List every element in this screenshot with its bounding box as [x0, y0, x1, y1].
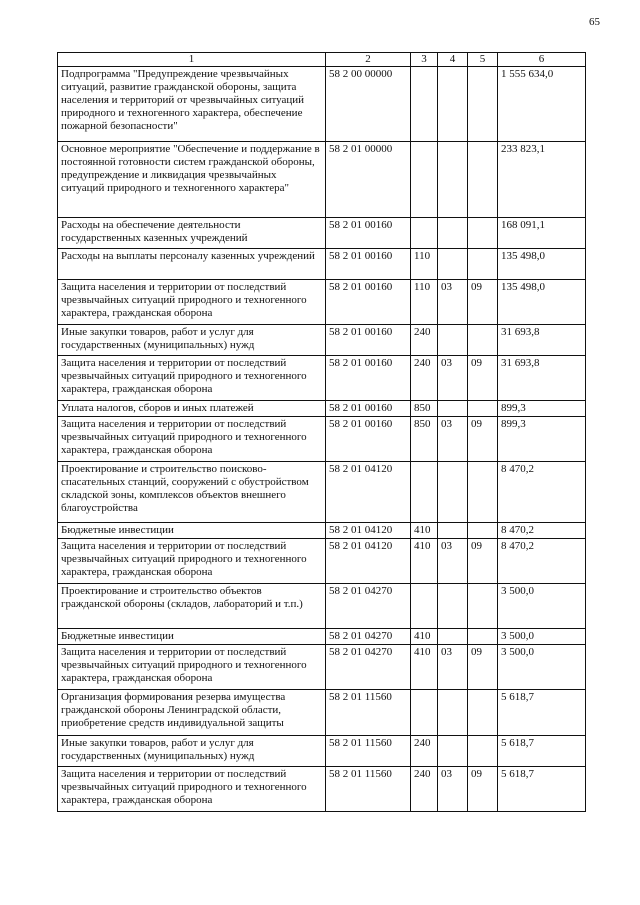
row-expense-type: 410 [411, 538, 438, 583]
row-expense-type: 850 [411, 400, 438, 416]
row-section [438, 628, 468, 644]
row-code: 58 2 01 04120 [326, 461, 411, 522]
table-row [58, 279, 586, 324]
row-expense-type: 240 [411, 355, 438, 400]
table-row [58, 522, 586, 538]
row-section [438, 324, 468, 355]
row-amount: 5 618,7 [498, 766, 586, 811]
row-amount: 135 498,0 [498, 248, 586, 279]
table-row [58, 689, 586, 735]
row-expense-type [411, 583, 438, 628]
row-name: Уплата налогов, сборов и иных платежей [58, 400, 326, 416]
row-section [438, 217, 468, 248]
row-section [438, 522, 468, 538]
row-amount: 1 555 634,0 [498, 66, 586, 141]
row-expense-type [411, 461, 438, 522]
row-code: 58 2 01 00160 [326, 279, 411, 324]
row-section [438, 248, 468, 279]
column-header-5: 5 [468, 53, 498, 67]
row-code: 58 2 01 00000 [326, 141, 411, 217]
row-code: 58 2 01 00160 [326, 416, 411, 461]
row-code: 58 2 01 00160 [326, 324, 411, 355]
row-name: Защита населения и территории от последствий чрезвычайных ситуаций природного и техногенного характера, гражданская оборона [58, 644, 326, 689]
row-amount: 8 470,2 [498, 522, 586, 538]
row-name: Основное мероприятие "Обеспечение и поддержание в постоянной готовности систем гражданской обороны, предупреждение и ликвидация чрезвычайных ситуаций природного и техногенного характера" [58, 141, 326, 217]
row-code: 58 2 01 04270 [326, 628, 411, 644]
table-row [58, 66, 586, 141]
row-amount: 5 618,7 [498, 735, 586, 766]
row-subsection: 09 [468, 279, 498, 324]
row-subsection: 09 [468, 538, 498, 583]
row-name: Защита населения и территории от последствий чрезвычайных ситуаций природного и техногенного характера, гражданская оборона [58, 416, 326, 461]
header-row [58, 53, 586, 67]
row-amount: 3 500,0 [498, 583, 586, 628]
row-section: 03 [438, 538, 468, 583]
row-subsection [468, 141, 498, 217]
row-code: 58 2 01 11560 [326, 689, 411, 735]
row-expense-type: 240 [411, 735, 438, 766]
row-amount: 31 693,8 [498, 324, 586, 355]
row-amount: 168 091,1 [498, 217, 586, 248]
row-expense-type: 110 [411, 248, 438, 279]
table-row [58, 324, 586, 355]
row-amount: 135 498,0 [498, 279, 586, 324]
row-section: 03 [438, 766, 468, 811]
row-section [438, 400, 468, 416]
table-row [58, 461, 586, 522]
row-expense-type: 240 [411, 766, 438, 811]
row-subsection: 09 [468, 766, 498, 811]
table-row [58, 644, 586, 689]
row-amount: 3 500,0 [498, 644, 586, 689]
table-row [58, 355, 586, 400]
row-code: 58 2 01 11560 [326, 766, 411, 811]
row-amount: 8 470,2 [498, 538, 586, 583]
row-expense-type: 850 [411, 416, 438, 461]
row-amount: 3 500,0 [498, 628, 586, 644]
row-subsection: 09 [468, 644, 498, 689]
row-expense-type: 410 [411, 644, 438, 689]
row-amount: 899,3 [498, 400, 586, 416]
row-name: Иные закупки товаров, работ и услуг для государственных (муниципальных) нужд [58, 735, 326, 766]
table-row [58, 538, 586, 583]
row-name: Расходы на обеспечение деятельности государственных казенных учреждений [58, 217, 326, 248]
row-code: 58 2 01 04270 [326, 583, 411, 628]
row-subsection [468, 324, 498, 355]
row-amount: 31 693,8 [498, 355, 586, 400]
column-header-3: 3 [411, 53, 438, 67]
row-amount: 8 470,2 [498, 461, 586, 522]
table-row [58, 766, 586, 811]
row-section [438, 66, 468, 141]
row-subsection [468, 689, 498, 735]
row-subsection [468, 400, 498, 416]
table-row [58, 141, 586, 217]
row-subsection [468, 583, 498, 628]
table-row [58, 735, 586, 766]
row-section [438, 735, 468, 766]
row-expense-type [411, 689, 438, 735]
row-section [438, 583, 468, 628]
row-expense-type [411, 66, 438, 141]
table-row [58, 628, 586, 644]
row-subsection [468, 66, 498, 141]
row-section: 03 [438, 644, 468, 689]
row-name: Подпрограмма "Предупреждение чрезвычайных ситуаций, развитие гражданской обороны, защита населения и территорий от чрезвычайных ситуаций природного и техногенного характера, обеспечение пожарной безопасности" [58, 66, 326, 141]
row-amount: 899,3 [498, 416, 586, 461]
column-header-6: 6 [498, 53, 586, 67]
row-section [438, 141, 468, 217]
budget-table [57, 52, 586, 812]
row-name: Защита населения и территории от последствий чрезвычайных ситуаций природного и техногенного характера, гражданская оборона [58, 766, 326, 811]
row-name: Защита населения и территории от последствий чрезвычайных ситуаций природного и техногенного характера, гражданская оборона [58, 538, 326, 583]
table-row [58, 583, 586, 628]
row-expense-type [411, 217, 438, 248]
row-subsection [468, 248, 498, 279]
row-expense-type: 410 [411, 628, 438, 644]
row-name: Организация формирования резерва имущества гражданской обороны Ленинградской области, приобретение средств индивидуальной защиты [58, 689, 326, 735]
row-subsection [468, 522, 498, 538]
row-expense-type: 240 [411, 324, 438, 355]
row-name: Защита населения и территории от последствий чрезвычайных ситуаций природного и техногенного характера, гражданская оборона [58, 355, 326, 400]
row-subsection: 09 [468, 416, 498, 461]
table-row [58, 217, 586, 248]
table-row [58, 416, 586, 461]
row-name: Проектирование и строительство объектов гражданской обороны (складов, лабораторий и т.п.) [58, 583, 326, 628]
table-row [58, 400, 586, 416]
page-number: 65 [589, 16, 600, 28]
row-section [438, 689, 468, 735]
row-section: 03 [438, 355, 468, 400]
row-expense-type [411, 141, 438, 217]
column-header-1: 1 [58, 53, 326, 67]
row-section: 03 [438, 416, 468, 461]
row-expense-type: 410 [411, 522, 438, 538]
row-name: Бюджетные инвестиции [58, 522, 326, 538]
row-code: 58 2 01 04120 [326, 522, 411, 538]
row-code: 58 2 01 11560 [326, 735, 411, 766]
row-subsection [468, 461, 498, 522]
column-header-2: 2 [326, 53, 411, 67]
row-section [438, 461, 468, 522]
row-subsection: 09 [468, 355, 498, 400]
row-name: Расходы на выплаты персоналу казенных учреждений [58, 248, 326, 279]
row-subsection [468, 217, 498, 248]
row-code: 58 2 01 00160 [326, 248, 411, 279]
row-amount: 5 618,7 [498, 689, 586, 735]
table-row [58, 248, 586, 279]
row-expense-type: 110 [411, 279, 438, 324]
row-name: Бюджетные инвестиции [58, 628, 326, 644]
row-subsection [468, 735, 498, 766]
row-code: 58 2 01 00160 [326, 355, 411, 400]
row-name: Проектирование и строительство поисково-спасательных станций, сооружений с обустройством складской зоны, комплексов объектов внешнего благоустройства [58, 461, 326, 522]
column-header-4: 4 [438, 53, 468, 67]
row-code: 58 2 00 00000 [326, 66, 411, 141]
row-code: 58 2 01 00160 [326, 217, 411, 248]
row-section: 03 [438, 279, 468, 324]
row-name: Защита населения и территории от последствий чрезвычайных ситуаций природного и техногенного характера, гражданская оборона [58, 279, 326, 324]
row-subsection [468, 628, 498, 644]
row-code: 58 2 01 00160 [326, 400, 411, 416]
row-code: 58 2 01 04270 [326, 644, 411, 689]
row-amount: 233 823,1 [498, 141, 586, 217]
row-name: Иные закупки товаров, работ и услуг для государственных (муниципальных) нужд [58, 324, 326, 355]
row-code: 58 2 01 04120 [326, 538, 411, 583]
